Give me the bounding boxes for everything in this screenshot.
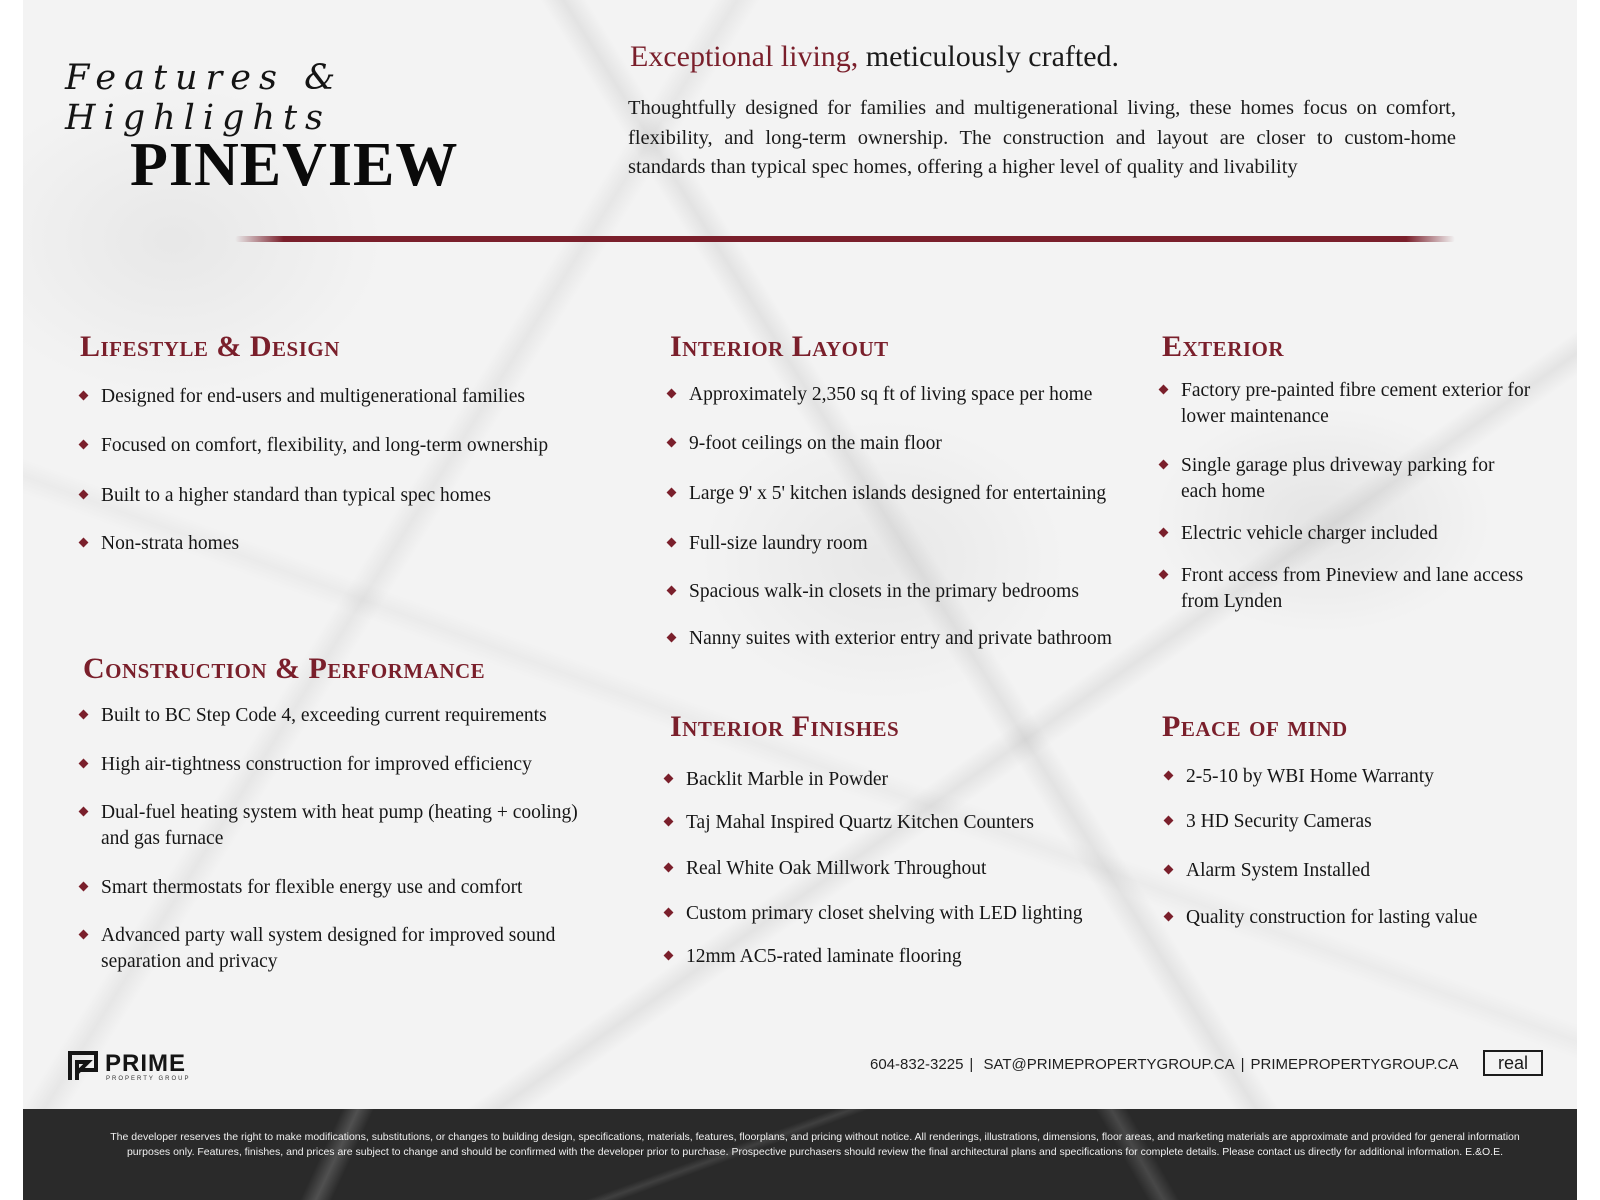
list-item: Backlit Marble in Powder <box>665 767 1145 793</box>
list-item: Real White Oak Millwork Throughout <box>665 856 1145 882</box>
list-item: 9-foot ceilings on the main floor <box>668 431 1148 457</box>
diamond-bullet-icon <box>667 538 677 548</box>
diamond-bullet-icon <box>667 389 677 399</box>
list-item: Electric vehicle charger included <box>1160 521 1535 547</box>
diamond-bullet-icon <box>1164 816 1174 826</box>
diamond-bullet-icon <box>79 930 89 940</box>
list-item: 2-5-10 by WBI Home Warranty <box>1165 764 1545 790</box>
real-brokerage-logo: real <box>1483 1050 1543 1076</box>
diamond-bullet-icon <box>667 633 677 643</box>
brand-title: PINEVIEW <box>130 131 459 199</box>
logo-wordmark: PRIME <box>105 1050 187 1077</box>
list-item: 12mm AC5-rated laminate flooring <box>665 944 1145 970</box>
section-title-interior-finishes: Interior Finishes <box>670 710 900 743</box>
tagline-accent: Exceptional living, <box>630 40 859 73</box>
list-item: Front access from Pineview and lane access from Lynden <box>1160 563 1535 615</box>
prime-logo-icon <box>67 1050 99 1082</box>
list-interior-finishes <box>665 767 1145 970</box>
diamond-bullet-icon <box>79 440 89 450</box>
list-item: Approximately 2,350 sq ft of living space per home <box>668 382 1148 408</box>
disclaimer-text: The developer reserves the right to make modifications, substitutions, or changes to building design, specifications, materials, features, floorplans, and pricing without notice. All renderings, illustrations, dimensions, floor areas, and marketing materials are approximate and provided for general information purposes only. Features, finishes, and prices are subject to change and should be confirmed with the developer prior to purchase. Prospective purchasers should review the final architectural plans and specifications for complete details. Please contact us directly for additional information. E.&O.E. <box>110 1131 1520 1158</box>
diamond-bullet-icon <box>1164 912 1174 922</box>
list-item: Full-size laundry room <box>668 531 1148 557</box>
section-title-interior-layout: Interior Layout <box>670 330 889 363</box>
intro-paragraph: Thoughtfully designed for families and multigenerational living, these homes focus on comfort, flexibility, and long-term ownership. The construction and layout are closer to custom-home standards than typical spec homes, offering a higher level of quality and livability <box>628 97 1456 178</box>
list-item: Single garage plus driveway parking for each home <box>1160 453 1535 505</box>
contact-info <box>870 1056 1458 1073</box>
list-peace-of-mind <box>1165 764 1545 931</box>
diamond-bullet-icon <box>79 538 89 548</box>
diamond-bullet-icon <box>664 908 674 918</box>
diamond-bullet-icon <box>79 490 89 500</box>
diamond-bullet-icon <box>1159 385 1169 395</box>
prime-logo[interactable] <box>67 1050 207 1086</box>
section-title-lifestyle: Lifestyle & Design <box>80 330 340 363</box>
tagline <box>630 40 1119 74</box>
diamond-bullet-icon <box>79 391 89 401</box>
list-item: Quality construction for lasting value <box>1165 905 1545 931</box>
diamond-bullet-icon <box>79 807 89 817</box>
list-exterior <box>1160 378 1535 615</box>
tagline-rest: meticulously crafted. <box>858 40 1120 73</box>
section-title-peace-of-mind: Peace of mind <box>1162 710 1348 743</box>
header-divider <box>235 236 1455 242</box>
diamond-bullet-icon <box>667 488 677 498</box>
list-item: Built to BC Step Code 4, exceeding current requirements <box>80 703 595 729</box>
website-link[interactable]: PRIMEPROPERTYGROUP.CA <box>1250 1056 1459 1073</box>
email-link[interactable]: SAT@PRIMEPROPERTYGROUP.CA <box>983 1056 1235 1073</box>
diamond-bullet-icon <box>664 951 674 961</box>
diamond-bullet-icon <box>664 817 674 827</box>
list-construction <box>80 703 595 975</box>
list-item: Large 9' x 5' kitchen islands designed for entertaining <box>668 481 1148 507</box>
diamond-bullet-icon <box>1164 865 1174 875</box>
list-item: 3 HD Security Cameras <box>1165 809 1545 835</box>
diamond-bullet-icon <box>1159 460 1169 470</box>
section-title-exterior: Exterior <box>1162 330 1285 363</box>
list-interior-layout <box>668 382 1148 652</box>
diamond-bullet-icon <box>1159 528 1169 538</box>
list-item: High air-tightness construction for improved efficiency <box>80 752 595 778</box>
logo-subtitle: PROPERTY GROUP <box>106 1076 191 1082</box>
list-item: Smart thermostats for flexible energy use and comfort <box>80 875 595 901</box>
features-title: Features & Highlights <box>65 58 344 138</box>
list-item: Custom primary closet shelving with LED lighting <box>665 901 1145 927</box>
separator: | <box>1240 1056 1245 1073</box>
list-item: Alarm System Installed <box>1165 858 1545 884</box>
diamond-bullet-icon <box>79 882 89 892</box>
diamond-bullet-icon <box>79 759 89 769</box>
list-item: Dual-fuel heating system with heat pump (heating + cooling) and gas furnace <box>80 800 595 852</box>
separator: | <box>969 1056 974 1073</box>
diamond-bullet-icon <box>1164 771 1174 781</box>
list-item: Advanced party wall system designed for improved sound separation and privacy <box>80 923 595 975</box>
list-item: Factory pre-painted fibre cement exterior for lower maintenance <box>1160 378 1535 430</box>
diamond-bullet-icon <box>664 863 674 873</box>
diamond-bullet-icon <box>667 586 677 596</box>
list-item: Spacious walk-in closets in the primary bedrooms <box>668 579 1148 605</box>
diamond-bullet-icon <box>664 774 674 784</box>
list-item: Nanny suites with exterior entry and private bathroom <box>668 626 1148 652</box>
list-item: Designed for end-users and multigenerational families <box>80 384 620 410</box>
diamond-bullet-icon <box>1159 570 1169 580</box>
section-title-construction: Construction & Performance <box>83 652 486 685</box>
diamond-bullet-icon <box>79 710 89 720</box>
list-item: Non-strata homes <box>80 531 620 557</box>
list-item: Built to a higher standard than typical spec homes <box>80 483 620 509</box>
list-item: Taj Mahal Inspired Quartz Kitchen Counters <box>665 810 1145 836</box>
phone-number[interactable]: 604-832-3225 <box>870 1056 964 1073</box>
diamond-bullet-icon <box>667 438 677 448</box>
list-lifestyle <box>80 384 620 557</box>
list-item: Focused on comfort, flexibility, and long-term ownership <box>80 433 620 459</box>
